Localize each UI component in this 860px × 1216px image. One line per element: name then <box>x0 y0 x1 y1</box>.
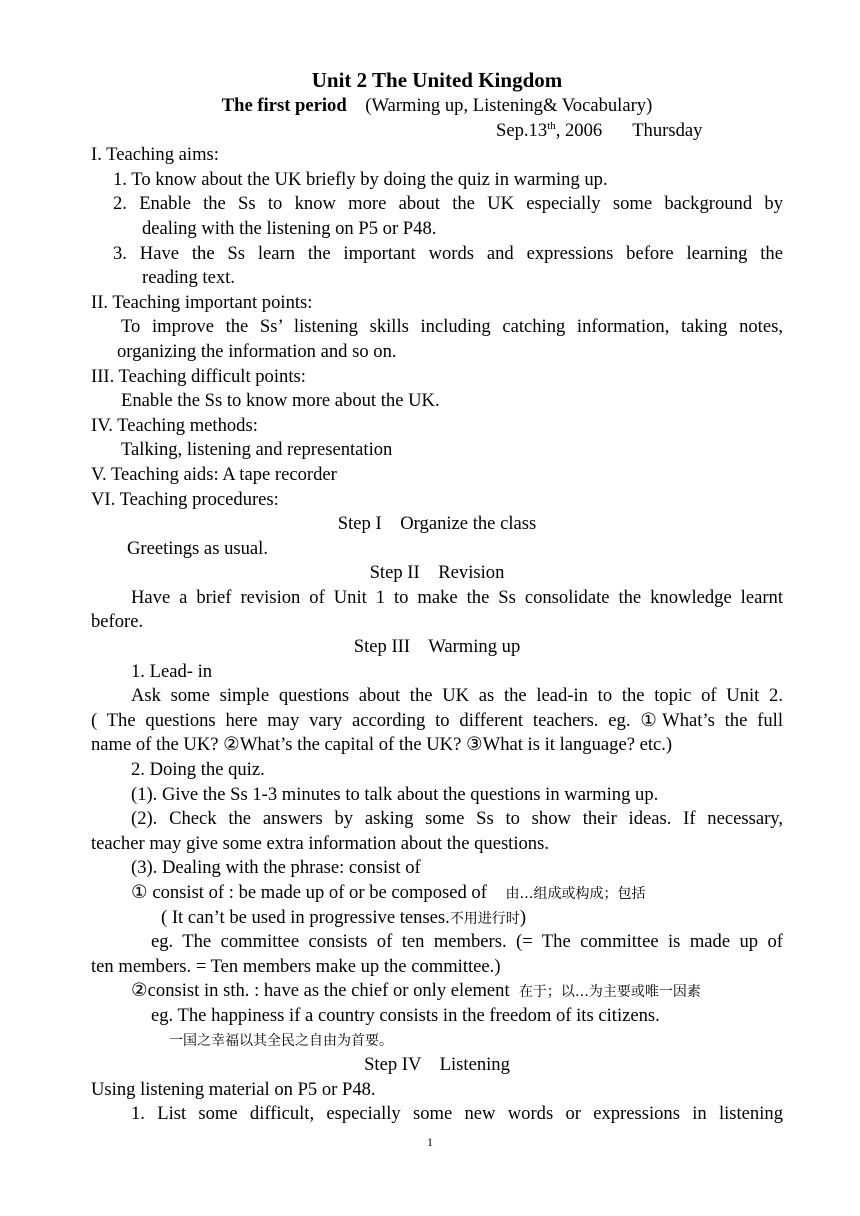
step2-line-2: before. <box>91 611 144 633</box>
consist-of-example-1: eg. The committee consists of ten members. (= The committee is made up of <box>151 931 783 953</box>
step3-heading: Step III Warming up <box>353 636 521 658</box>
step1-heading: Step I Organize the class <box>337 513 537 535</box>
lesson-date <box>91 119 783 144</box>
quiz-step-2: (2). Check the answers by asking some Ss to show their ideas. If necessary, <box>131 808 783 830</box>
consist-of-example-2: ten members. = Ten members make up the committee.) <box>91 955 501 977</box>
step4-line-2: 1. List some difficult, especially some new words or expressions in listening <box>131 1103 783 1125</box>
difficult-heading: III. Teaching difficult points: <box>91 365 306 387</box>
consist-of-en: ① consist of : be made up of or be composed of <box>131 882 487 903</box>
consist-in-cn: 在于；以…为主要或唯一因素 <box>518 984 701 1001</box>
aims-item-1: 1. To know about the UK briefly by doing the quiz in warming up. <box>113 168 608 190</box>
period-topics: (Warming up, Listening& Vocabulary) <box>365 95 653 116</box>
procedures-heading: VI. Teaching procedures: <box>91 488 279 510</box>
consist-of-note-cn: 不用进行时 <box>449 910 520 927</box>
consist-of-note <box>91 906 783 931</box>
quiz-step-2-cont: teacher may give some extra information about the questions. <box>91 832 549 854</box>
step2-heading: Step II Revision <box>369 562 505 584</box>
methods-heading: IV. Teaching methods: <box>91 414 258 436</box>
period-label: The first period <box>221 95 347 116</box>
step4-heading: Step IV Listening <box>364 1054 510 1076</box>
aims-item-3: 3. Have the Ss learn the important words and expressions before learning the <box>113 242 783 264</box>
leadin-para-1: Ask some simple questions about the UK as the lead-in to the topic of Unit 2. <box>131 685 783 707</box>
step4-line-1: Using listening material on P5 or P48. <box>91 1078 376 1100</box>
consist-in-example-cn: 一国之幸福以其全民之自由为首要。 <box>169 1032 393 1049</box>
aims-item-2-cont: dealing with the listening on P5 or P48. <box>142 217 437 239</box>
important-line-2: organizing the information and so on. <box>117 340 397 362</box>
important-line-1: To improve the Ss’ listening skills including catching information, taking notes, <box>121 316 783 338</box>
aims-item-3-cont: reading text. <box>142 267 235 289</box>
document-title: Unit 2 The United Kingdom <box>311 68 563 92</box>
aids-heading: V. Teaching aids: A tape recorder <box>91 463 337 485</box>
date-weekday: Thursday <box>632 119 703 141</box>
consist-in-en: ②consist in sth. : have as the chief or only element <box>131 980 510 1002</box>
date-year: , 2006 <box>555 119 603 141</box>
consist-of-cn: 由…组成或构成；包括 <box>505 886 646 902</box>
methods-line-1: Talking, listening and representation <box>121 439 393 461</box>
consist-in-example: eg. The happiness if a country consists in the freedom of its citizens. <box>151 1004 660 1026</box>
consist-in-definition <box>91 979 783 1004</box>
step2-line-1: Have a brief revision of Unit 1 to make the Ss consolidate the knowledge learnt <box>131 586 783 608</box>
date-suffix: th <box>547 119 556 132</box>
aims-item-2: 2. Enable the Ss to know more about the UK especially some background by <box>113 193 783 215</box>
leadin-para-2: ( The questions here may vary according to different teachers. eg. ①What’s the full <box>91 709 783 731</box>
step1-line: Greetings as usual. <box>127 537 268 559</box>
leadin-para-3: name of the UK? ②What’s the capital of the UK? ③What is it language? etc.) <box>91 734 673 756</box>
difficult-line-1: Enable the Ss to know more about the UK. <box>121 390 440 412</box>
consist-of-note-close: ) <box>519 906 527 928</box>
leadin-label: 1. Lead- in <box>131 660 213 682</box>
consist-of-note-en: ( It can’t be used in progressive tenses. <box>161 906 450 928</box>
page-number: 1 <box>427 1135 433 1149</box>
period-subtitle <box>91 94 783 119</box>
consist-of-definition <box>91 881 783 906</box>
quiz-label: 2. Doing the quiz. <box>131 759 265 781</box>
document-page <box>91 66 783 1127</box>
quiz-step-3: (3). Dealing with the phrase: consist of <box>131 857 421 879</box>
date-text: Sep.13 <box>496 119 548 141</box>
quiz-step-1: (1). Give the Ss 1-3 minutes to talk about the questions in warming up. <box>131 783 659 805</box>
important-heading: II. Teaching important points: <box>91 291 313 313</box>
aims-heading: I. Teaching aims: <box>91 144 219 166</box>
